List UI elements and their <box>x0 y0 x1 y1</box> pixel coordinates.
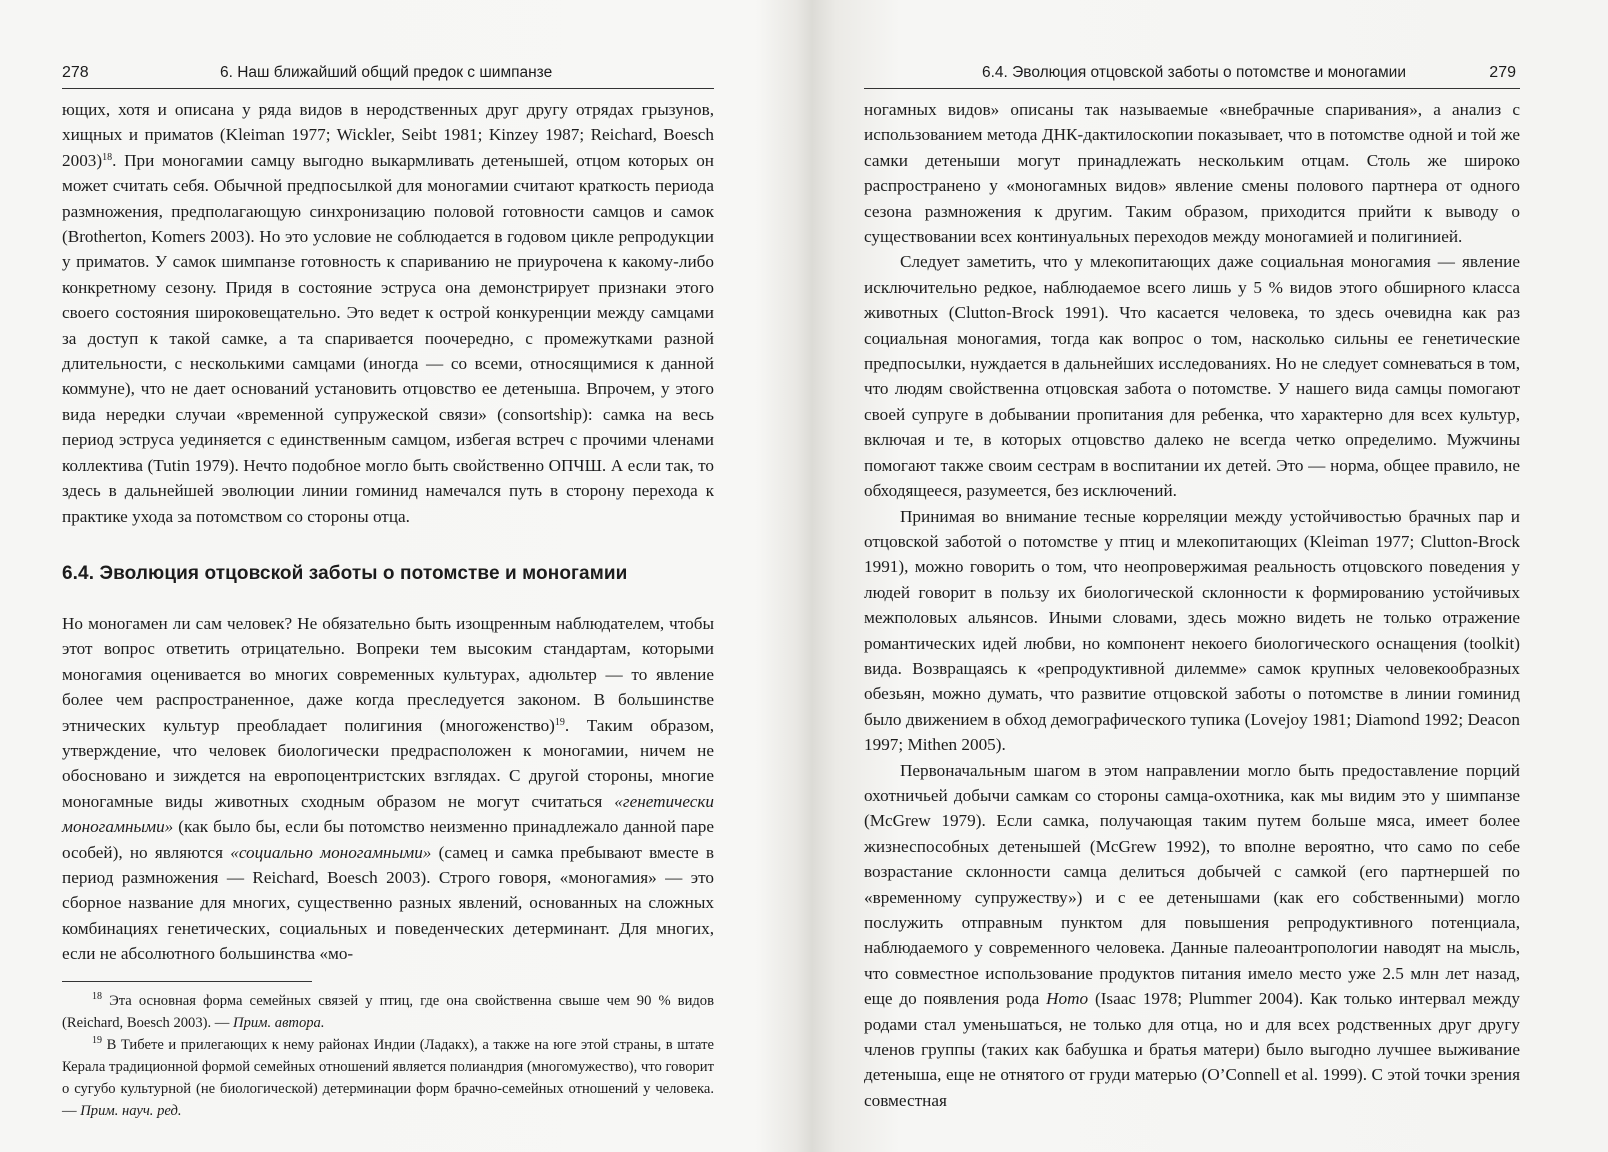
footnotes <box>62 990 714 1122</box>
footnote-divider <box>62 981 312 982</box>
paragraph: Но моногамен ли сам человек? Не обязательно быть изощренным наблюдателем, чтобы этот вопрос ответить отрицательно. Вопреки тем высоким стандартам, которыми моногамия оценивается во многих современных культурах, адюльтер — то явление более чем распространенное, даже когда преследуется законом. В большинстве этнических культур преобладает полигиния (многоженство)$^{19}$. Таким образом, утверждение, что человек биологически предрасположен к моногамии, ничем не обосновано и зиждется на европоцентристских взглядах. С другой стороны, многие моногамные виды животных сходным образом не могут считаться «генетически моногамными» (как было бы, если бы потомство неизменно принадлежало данной паре особей), но являются «социально моногамными» (самец и самка пребывают вместе в период размножения — Reichard, Boesch 2003). Строго говоря, «моногамия» — это сборное название для многих, существенно разных явлений, основанных на сложных комбинациях генетических, социальных и поведенческих детерминант. Для многих, если не абсолютного большинства «мо- <box>62 613 714 964</box>
left-page <box>62 0 714 1152</box>
running-title: 6.4. Эволюция отцовской заботы о потомстве и моногамии <box>982 64 1406 81</box>
running-head <box>864 58 1520 89</box>
italic-term: «генетически моногамными» <box>62 791 714 837</box>
page-body <box>864 97 1520 1113</box>
footnote-18: $^{18}$ Эта основная форма семейных связей у птиц, где она свойственна свыше чем 90 % видов (Reichard, Boesch 2003). — Прим. автора. <box>62 990 714 1031</box>
paragraph: ногамных видов» описаны так называемые «внебрачные спаривания», а анализ с использованием метода ДНК-дактилоскопии показывает, что в потомстве одной и той же самки детеныши могут принадлежать нескольким отцам. Столь же широко распространено у «моногамных видов» явление смены полового партнера от одного сезона размножения к другим. Таким образом, приходится прийти к выводу о существовании всех континуальных переходов между моногамией и полигинией. <box>864 100 1520 247</box>
page-number: 278 <box>62 64 89 81</box>
running-head <box>62 58 714 89</box>
footnote-ref: 18 <box>102 151 113 163</box>
footnote-19: $^{19}$ В Тибете и прилегающих к нему районах Индии (Ладакх), а также на юге этой страны, в штате Керала традиционной формой семейных отношений является полиандрия (многомужество), что говорит о сугубо культурной (не биологической) детерминации форм брачно-семейных отношений у человека. — Прим. науч. ред. <box>62 1034 714 1119</box>
section-heading: 6.4. Эволюция отцовской заботы о потомстве и моногамии <box>62 562 628 584</box>
italic-term: Homo <box>1046 989 1089 1009</box>
running-title: 6. Наш ближайший общий предок с шимпанзе <box>220 64 553 81</box>
italic-term: «социально моногамными» <box>230 842 432 862</box>
paragraph: Следует заметить, что у млекопитающих даже социальная моногамия — явление исключительно редкое, наблюдаемое всего лишь у 5 % видов этого обширного класса животных (Clutton-Brock 1991). Что касается человека, то здесь очевидна как раз социальная моногамия, тогда как вопрос о том, насколько сильны ее генетические предпосылки, нуждается в дальнейших исследованиях. Но не следует сомневаться в том, что людям свойственна отцовская забота о потомстве. У нашего вида самцы помогают своей супруге в добывании пропитания для ребенка, что характерно для всех культур, включая и те, в которых отцовство далеко не всегда четко определимо. Мужчины помогают также своим сестрам в воспитании их детей. Это — норма, общее правило, не обходящееся, разумеется, без исключений. <box>864 252 1520 501</box>
paragraph: ющих, хотя и описана у ряда видов в неродственных друг другу отрядах грызунов, хищных и приматов (Kleiman 1977; Wickler, Seibt 1981; Kinzey 1987; Reichard, Boesch 2003)$^{18}$. При моногамии самцу выгодно выкармливать детенышей, отцом которых он может считать себя. Обычной предпосылкой для моногамии считают краткость периода размножения, предполагающую синхронизацию половой готовности самцов и самок (Brotherton, Komers 2003). Но это условие не соблюдается в годовом цикле репродукции у приматов. У самок шимпанзе готовность к спариванию не приурочена к какому-либо конкретному сезону. Придя в состояние эструса она демонстрирует признаки этого своего состояния широковещательно. Это ведет к острой конкуренции между самцами за доступ к такой самке, а та спаривается поочередно, с промежутками разной длительности, с несколькими самцами (иногда — со всеми, относящимися к данной коммуне), что не дает оснований установить отцовство ее детеныша. Впрочем, у этого вида нередки случаи «временной супружеской связи» (consortship): самка на весь период эструса уединяется с единственным самцом, избегая встреч с прочими членами коллектива (Tutin 1979). Нечто подобное могло быть свойственно ОПЧШ. А если так, то здесь в дальнейшей эволюции линии гоминид намечался путь в сторону перехода к практике ухода за потомством со стороны отца. <box>62 100 714 526</box>
page-body <box>62 97 714 1122</box>
page-number: 279 <box>1489 64 1516 81</box>
paragraph: Первоначальным шагом в этом направлении могло быть предоставление порций охотничьей добычи самкам со стороны самца-охотника, как мы видим это у шимпанзе (McGrew 1979). Если самка, получающая таким путем больше мяса, имеет более жизнеспособных детенышей (McGrew 1992), то вполне вероятно, что само по себе возрастание склонности самца делиться добычей с самкой (его партнершей по «временному супружеству») и с ее детенышами (как его собственными) могло послужить отправным пунктом для повышения репродуктивного потенциала, наблюдаемого у современного человека. Данные палеоантропологии наводят на мысль, что совместное использование продуктов питания имело место уже 2.5 млн лет назад, еще до появления рода Homo (Isaac 1978; Plummer 2004). Как только интервал между родами стал уменьшаться, не только для отца, но и для всех родственных друг другу членов группы (таких как бабушка и братья матери) было выгодно лучшее выживание детеныша, еще не отнятого от груди матерью (O’Connell et al. 1999). С этой точки зрения совместная <box>864 760 1520 1110</box>
footnote-ref: 19 <box>554 716 565 728</box>
paragraph: Принимая во внимание тесные корреляции между устойчивостью брачных пар и отцовской заботой о потомстве у птиц и млекопитающих (Kleiman 1977; Clutton-Brock 1991), можно говорить о том, что неопровержимая реальность отцовского поведения у людей говорит в пользу их биологической склонности к формированию устойчивых межполовых альянсов. Иными словами, здесь можно видеть не только отражение романтических идей любви, но компонент некоего биологического оснащения (toolkit) вида. Возвращаясь к «репродуктивной дилемме» самок крупных человекообразных обезьян, можно думать, что развитие отцовской заботы о потомстве в линии гоминид было движением в обход демографического тупика (Lovejoy 1981; Diamond 1992; Deacon 1997; Mithen 2005). <box>864 506 1520 755</box>
right-page <box>864 0 1520 1152</box>
